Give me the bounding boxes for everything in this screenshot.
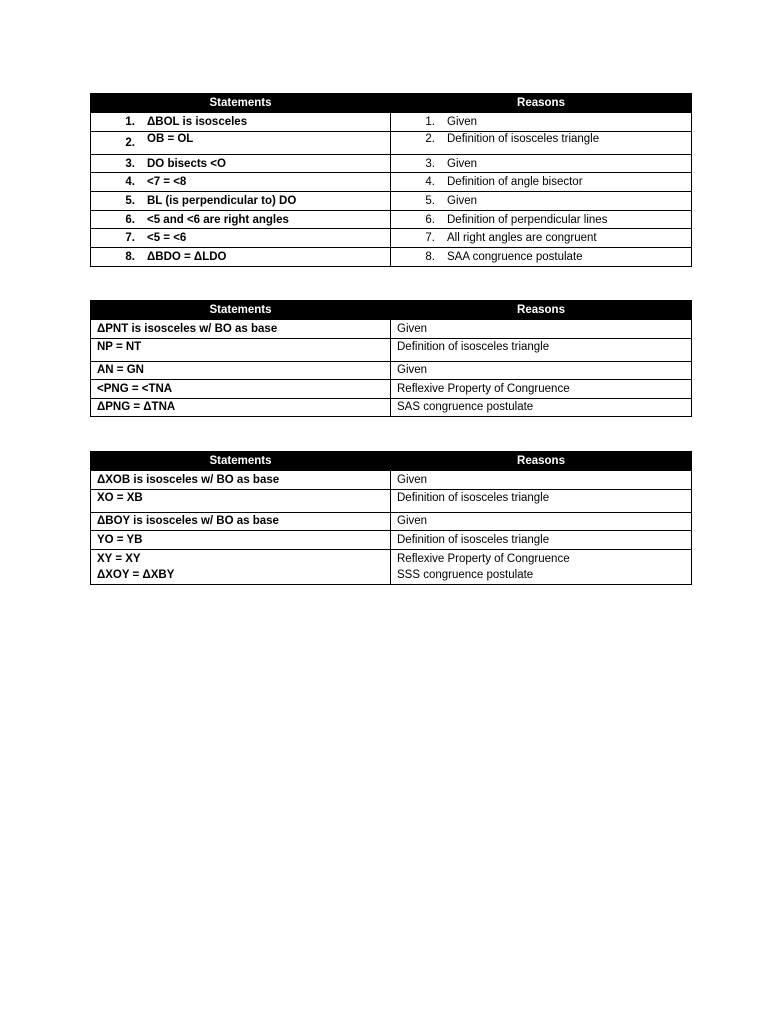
table-row [91,380,692,399]
table-row [91,489,692,512]
reason-cell: Given [391,320,692,339]
reason-cell: Reflexive Property of Congruence [391,380,692,399]
reason-text: Definition of isosceles triangle [397,491,550,504]
reasons-header: Reasons [391,94,692,113]
statement-cell [91,154,391,173]
statement-cell [91,113,391,132]
reason-cell [391,192,692,211]
step-number: 3. [125,157,135,170]
reason-text: SSS congruence postulate [397,568,534,581]
reason-text: Given [447,157,478,170]
table-row [91,531,692,550]
reason-cell [391,229,692,248]
reason-cell [391,489,692,512]
table-row [91,210,692,229]
reason-cell [391,549,692,584]
reason-cell [391,173,692,192]
table-row [91,229,692,248]
step-number: 4. [125,176,135,189]
statements-header: Statements [91,94,391,113]
step-number: 2. [125,136,135,149]
table-row [91,173,692,192]
statement-cell [91,489,391,512]
table-row [91,338,692,361]
reason-text: All right angles are congruent [447,232,597,245]
table-row [91,471,692,490]
step-number: 6. [125,213,135,226]
reason-cell: SAS congruence postulate [391,398,692,417]
statement-cell [91,131,391,154]
reason-cell: Given [391,512,692,531]
step-number: 1. [125,115,135,128]
statement-cell [91,248,391,267]
step-number: 1. [425,115,435,128]
reason-text: Definition of isosceles triangle [447,132,600,145]
statement-cell [91,338,391,361]
table-row [91,398,692,417]
statement-cell [91,549,391,584]
statement-cell [91,173,391,192]
statement-text: ΔBOL is isosceles [147,115,248,128]
step-number: 2. [425,132,435,145]
statement-text: <5 and <6 are right angles [147,213,289,226]
table-row [91,549,692,584]
step-number: 4. [425,176,435,189]
proof-table-xob [90,451,692,585]
step-number: 7. [425,232,435,245]
reason-cell: Given [391,471,692,490]
step-number: 8. [125,250,135,263]
reason-text: Given [447,115,478,128]
reason-cell: Given [391,361,692,380]
reason-cell [391,210,692,229]
statement-text: ΔXOY = ΔXBY [97,568,175,581]
reason-cell [391,131,692,154]
statement-text: BL (is perpendicular to) DO [147,194,297,207]
reasons-header: Reasons [391,452,692,471]
statement-text: <7 = <8 [147,176,187,189]
table-row [91,113,692,132]
reason-cell [391,113,692,132]
reason-cell: Definition of isosceles triangle [391,531,692,550]
proof-table-pnt [90,300,692,417]
statement-text: XY = XY [97,552,141,565]
table-row [91,512,692,531]
statement-text: <5 = <6 [147,232,187,245]
reason-text: Definition of isosceles triangle [397,340,550,353]
statement-cell [91,210,391,229]
reasons-header: Reasons [391,301,692,320]
statements-header: Statements [91,301,391,320]
reason-text: Reflexive Property of Congruence [397,552,570,565]
table-row [91,192,692,211]
table-header-row [91,94,692,113]
reason-cell [391,154,692,173]
reason-text: Definition of angle bisector [447,176,583,189]
statement-cell: ΔXOB is isosceles w/ BO as base [91,471,391,490]
step-number: 6. [425,213,435,226]
step-number: 8. [425,250,435,263]
step-number: 3. [425,157,435,170]
step-number: 7. [125,232,135,245]
reason-text: Given [447,194,478,207]
statement-cell: <PNG = <TNA [91,380,391,399]
reason-cell [391,338,692,361]
statement-cell: AN = GN [91,361,391,380]
reason-cell [391,248,692,267]
statement-text: NP = NT [97,340,142,353]
table-row [91,320,692,339]
proof-table-bol [90,93,692,267]
step-number: 5. [425,194,435,207]
statement-cell [91,192,391,211]
statement-text: XO = XB [97,491,143,504]
statement-text: DO bisects <O [147,157,226,170]
statement-text: OB = OL [147,132,194,145]
table-header-row [91,301,692,320]
table-row [91,131,692,154]
statement-text: ΔBDO = ΔLDO [147,250,227,263]
reason-text: Definition of perpendicular lines [447,213,608,226]
statements-header: Statements [91,452,391,471]
statement-cell: ΔPNT is isosceles w/ BO as base [91,320,391,339]
table-row [91,154,692,173]
step-number: 5. [125,194,135,207]
statement-cell: YO = YB [91,531,391,550]
statement-cell: ΔBOY is isosceles w/ BO as base [91,512,391,531]
table-row [91,248,692,267]
table-row [91,361,692,380]
statement-cell [91,229,391,248]
reason-text: SAA congruence postulate [447,250,583,263]
statement-cell: ΔPNG = ΔTNA [91,398,391,417]
table-header-row [91,452,692,471]
